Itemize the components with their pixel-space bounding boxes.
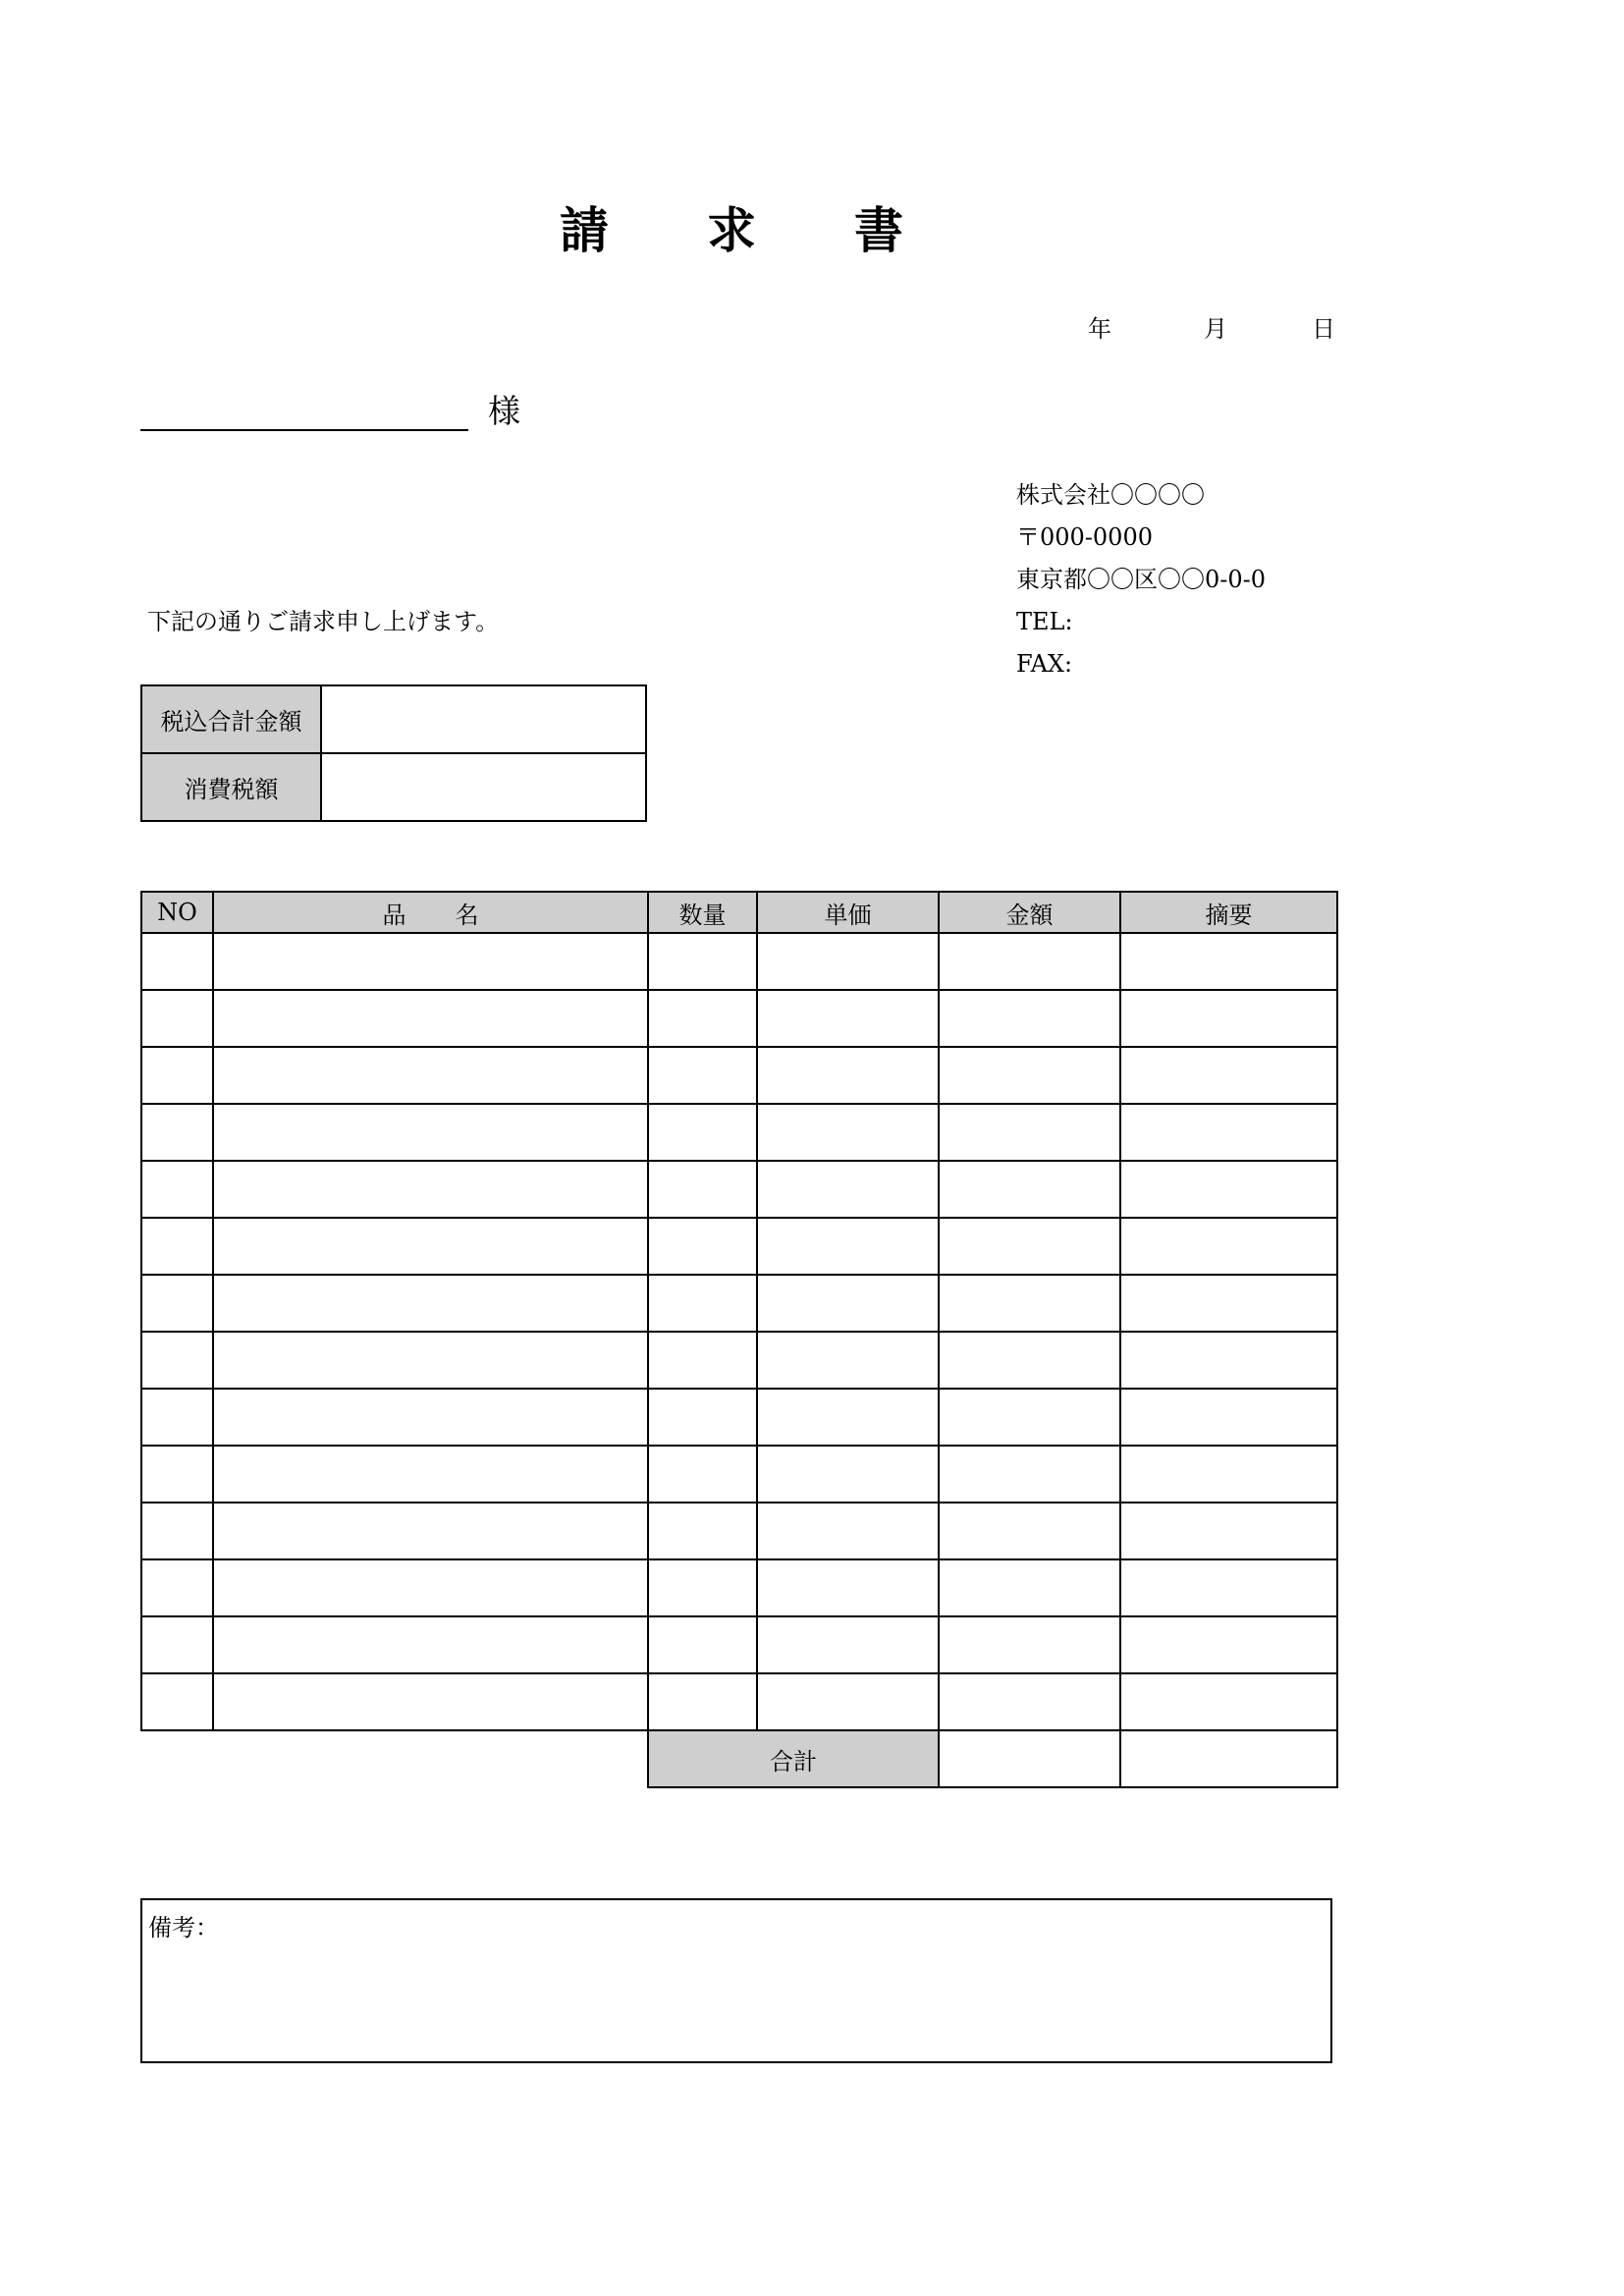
total-row — [141, 1730, 1337, 1787]
header-quantity: 数量 — [648, 892, 757, 933]
item-quantity-cell[interactable] — [648, 1389, 757, 1446]
company-address: 東京都〇〇区〇〇0-0-0 — [1016, 566, 1267, 593]
item-quantity-cell[interactable] — [648, 1559, 757, 1616]
header-item-name — [213, 892, 648, 933]
item-amount-cell[interactable] — [939, 990, 1120, 1047]
item-unit-price-cell[interactable] — [757, 1218, 939, 1275]
invoice-message: 下記の通りご請求申し上げます。 — [147, 608, 500, 635]
table-row — [141, 1104, 1337, 1161]
item-name-cell[interactable] — [213, 1559, 648, 1616]
item-no-cell[interactable] — [141, 1275, 213, 1332]
date-day-label: 日 — [1312, 315, 1335, 343]
grand-total-amount-field[interactable] — [939, 1730, 1120, 1787]
header-item-name-2: 名 — [455, 901, 479, 929]
item-quantity-cell[interactable] — [648, 1673, 757, 1730]
table-row — [141, 1559, 1337, 1616]
item-amount-cell[interactable] — [939, 1218, 1120, 1275]
summary-row-total — [141, 685, 646, 753]
item-quantity-cell[interactable] — [648, 1446, 757, 1503]
item-no-cell[interactable] — [141, 990, 213, 1047]
item-quantity-cell[interactable] — [648, 1616, 757, 1673]
item-amount-cell[interactable] — [939, 1275, 1120, 1332]
item-amount-cell[interactable] — [939, 1161, 1120, 1218]
item-amount-cell[interactable] — [939, 1673, 1120, 1730]
item-name-cell[interactable] — [213, 933, 648, 990]
item-no-cell[interactable] — [141, 1047, 213, 1104]
table-row — [141, 1047, 1337, 1104]
item-memo-cell[interactable] — [1120, 1503, 1337, 1559]
item-unit-price-cell[interactable] — [757, 1332, 939, 1389]
item-amount-cell[interactable] — [939, 1389, 1120, 1446]
grand-total-label: 合計 — [648, 1730, 939, 1787]
item-amount-cell[interactable] — [939, 1559, 1120, 1616]
total-row-spacer — [141, 1730, 648, 1787]
item-quantity-cell[interactable] — [648, 1161, 757, 1218]
header-memo: 摘要 — [1120, 892, 1337, 933]
title-char-1: 請 — [560, 201, 609, 259]
item-unit-price-cell[interactable] — [757, 1104, 939, 1161]
table-row — [141, 1503, 1337, 1559]
item-unit-price-cell[interactable] — [757, 1673, 939, 1730]
header-amount: 金額 — [939, 892, 1120, 933]
item-unit-price-cell[interactable] — [757, 1389, 939, 1446]
item-no-cell[interactable] — [141, 933, 213, 990]
item-name-cell[interactable] — [213, 990, 648, 1047]
item-amount-cell[interactable] — [939, 933, 1120, 990]
header-unit-price: 単価 — [757, 892, 939, 933]
item-unit-price-cell[interactable] — [757, 1559, 939, 1616]
item-memo-cell[interactable] — [1120, 1218, 1337, 1275]
item-name-cell[interactable] — [213, 1446, 648, 1503]
remarks-box[interactable] — [140, 1898, 1332, 2063]
item-unit-price-cell[interactable] — [757, 1616, 939, 1673]
line-items-table — [140, 891, 1338, 1788]
line-items-body — [141, 933, 1337, 1730]
item-memo-cell[interactable] — [1120, 1559, 1337, 1616]
item-quantity-cell[interactable] — [648, 1218, 757, 1275]
item-quantity-cell[interactable] — [648, 1104, 757, 1161]
table-row — [141, 1616, 1337, 1673]
item-quantity-cell[interactable] — [648, 1275, 757, 1332]
item-unit-price-cell[interactable] — [757, 1161, 939, 1218]
item-quantity-cell[interactable] — [648, 1332, 757, 1389]
item-memo-cell[interactable] — [1120, 1047, 1337, 1104]
item-quantity-cell[interactable] — [648, 1047, 757, 1104]
item-amount-cell[interactable] — [939, 1616, 1120, 1673]
tax-amount-label: 消費税額 — [141, 753, 321, 821]
company-fax: FAX: — [1016, 650, 1073, 678]
item-no-cell[interactable] — [141, 1446, 213, 1503]
item-no-cell[interactable] — [141, 1616, 213, 1673]
item-name-cell[interactable] — [213, 1047, 648, 1104]
item-no-cell[interactable] — [141, 1332, 213, 1389]
item-unit-price-cell[interactable] — [757, 1446, 939, 1503]
table-row — [141, 1446, 1337, 1503]
item-amount-cell[interactable] — [939, 1332, 1120, 1389]
item-memo-cell[interactable] — [1120, 1446, 1337, 1503]
item-memo-cell[interactable] — [1120, 1389, 1337, 1446]
item-no-cell[interactable] — [141, 1559, 213, 1616]
title-char-2: 求 — [707, 201, 756, 259]
item-quantity-cell[interactable] — [648, 990, 757, 1047]
item-name-cell[interactable] — [213, 1332, 648, 1389]
item-no-cell[interactable] — [141, 1673, 213, 1730]
summary-table — [140, 684, 647, 822]
item-name-cell[interactable] — [213, 1503, 648, 1559]
table-row — [141, 1161, 1337, 1218]
item-name-cell[interactable] — [213, 1218, 648, 1275]
item-quantity-cell[interactable] — [648, 1503, 757, 1559]
item-name-cell[interactable] — [213, 1673, 648, 1730]
table-row — [141, 1218, 1337, 1275]
item-no-cell[interactable] — [141, 1104, 213, 1161]
company-name: 株式会社〇〇〇〇 — [1016, 481, 1205, 509]
remarks-label: 備考： — [148, 1914, 219, 1941]
table-row — [141, 1673, 1337, 1730]
item-memo-cell[interactable] — [1120, 1673, 1337, 1730]
issue-date[interactable] — [1088, 309, 1335, 344]
item-name-cell[interactable] — [213, 1161, 648, 1218]
item-amount-cell[interactable] — [939, 1503, 1120, 1559]
item-quantity-cell[interactable] — [648, 933, 757, 990]
item-memo-cell[interactable] — [1120, 933, 1337, 990]
date-year-label: 年 — [1088, 315, 1111, 343]
table-row — [141, 933, 1337, 990]
item-name-cell[interactable] — [213, 1104, 648, 1161]
tax-amount-field[interactable] — [321, 753, 646, 821]
item-no-cell[interactable] — [141, 1218, 213, 1275]
item-unit-price-cell[interactable] — [757, 1047, 939, 1104]
recipient-honorific: 様 — [488, 392, 520, 430]
document-title — [560, 191, 903, 262]
header-item-name-1: 品 — [382, 901, 406, 929]
date-month-label: 月 — [1204, 315, 1227, 343]
title-char-3: 書 — [854, 201, 903, 259]
total-with-tax-field[interactable] — [321, 685, 646, 753]
item-memo-cell[interactable] — [1120, 1104, 1337, 1161]
table-row — [141, 1389, 1337, 1446]
item-name-cell[interactable] — [213, 1275, 648, 1332]
item-amount-cell[interactable] — [939, 1047, 1120, 1104]
company-postal-code: 〒000-0000 — [1016, 523, 1153, 551]
item-no-cell[interactable] — [141, 1503, 213, 1559]
item-memo-cell[interactable] — [1120, 1161, 1337, 1218]
grand-total-memo-field[interactable] — [1120, 1730, 1337, 1787]
table-row — [141, 990, 1337, 1047]
item-memo-cell[interactable] — [1120, 1275, 1337, 1332]
header-no: NO — [141, 892, 213, 933]
item-memo-cell[interactable] — [1120, 1332, 1337, 1389]
table-header-row — [141, 892, 1337, 933]
item-memo-cell[interactable] — [1120, 990, 1337, 1047]
item-unit-price-cell[interactable] — [757, 1275, 939, 1332]
recipient-name-field[interactable] — [140, 429, 468, 431]
item-amount-cell[interactable] — [939, 1104, 1120, 1161]
item-unit-price-cell[interactable] — [757, 933, 939, 990]
summary-row-tax — [141, 753, 646, 821]
table-row — [141, 1332, 1337, 1389]
item-name-cell[interactable] — [213, 1616, 648, 1673]
item-no-cell[interactable] — [141, 1161, 213, 1218]
item-no-cell[interactable] — [141, 1389, 213, 1446]
item-amount-cell[interactable] — [939, 1446, 1120, 1503]
company-tel: TEL: — [1016, 608, 1073, 635]
item-name-cell[interactable] — [213, 1389, 648, 1446]
item-unit-price-cell[interactable] — [757, 1503, 939, 1559]
table-row — [141, 1275, 1337, 1332]
total-with-tax-label: 税込合計金額 — [141, 685, 321, 753]
item-unit-price-cell[interactable] — [757, 990, 939, 1047]
item-memo-cell[interactable] — [1120, 1616, 1337, 1673]
issuer-company-block — [1016, 474, 1266, 685]
